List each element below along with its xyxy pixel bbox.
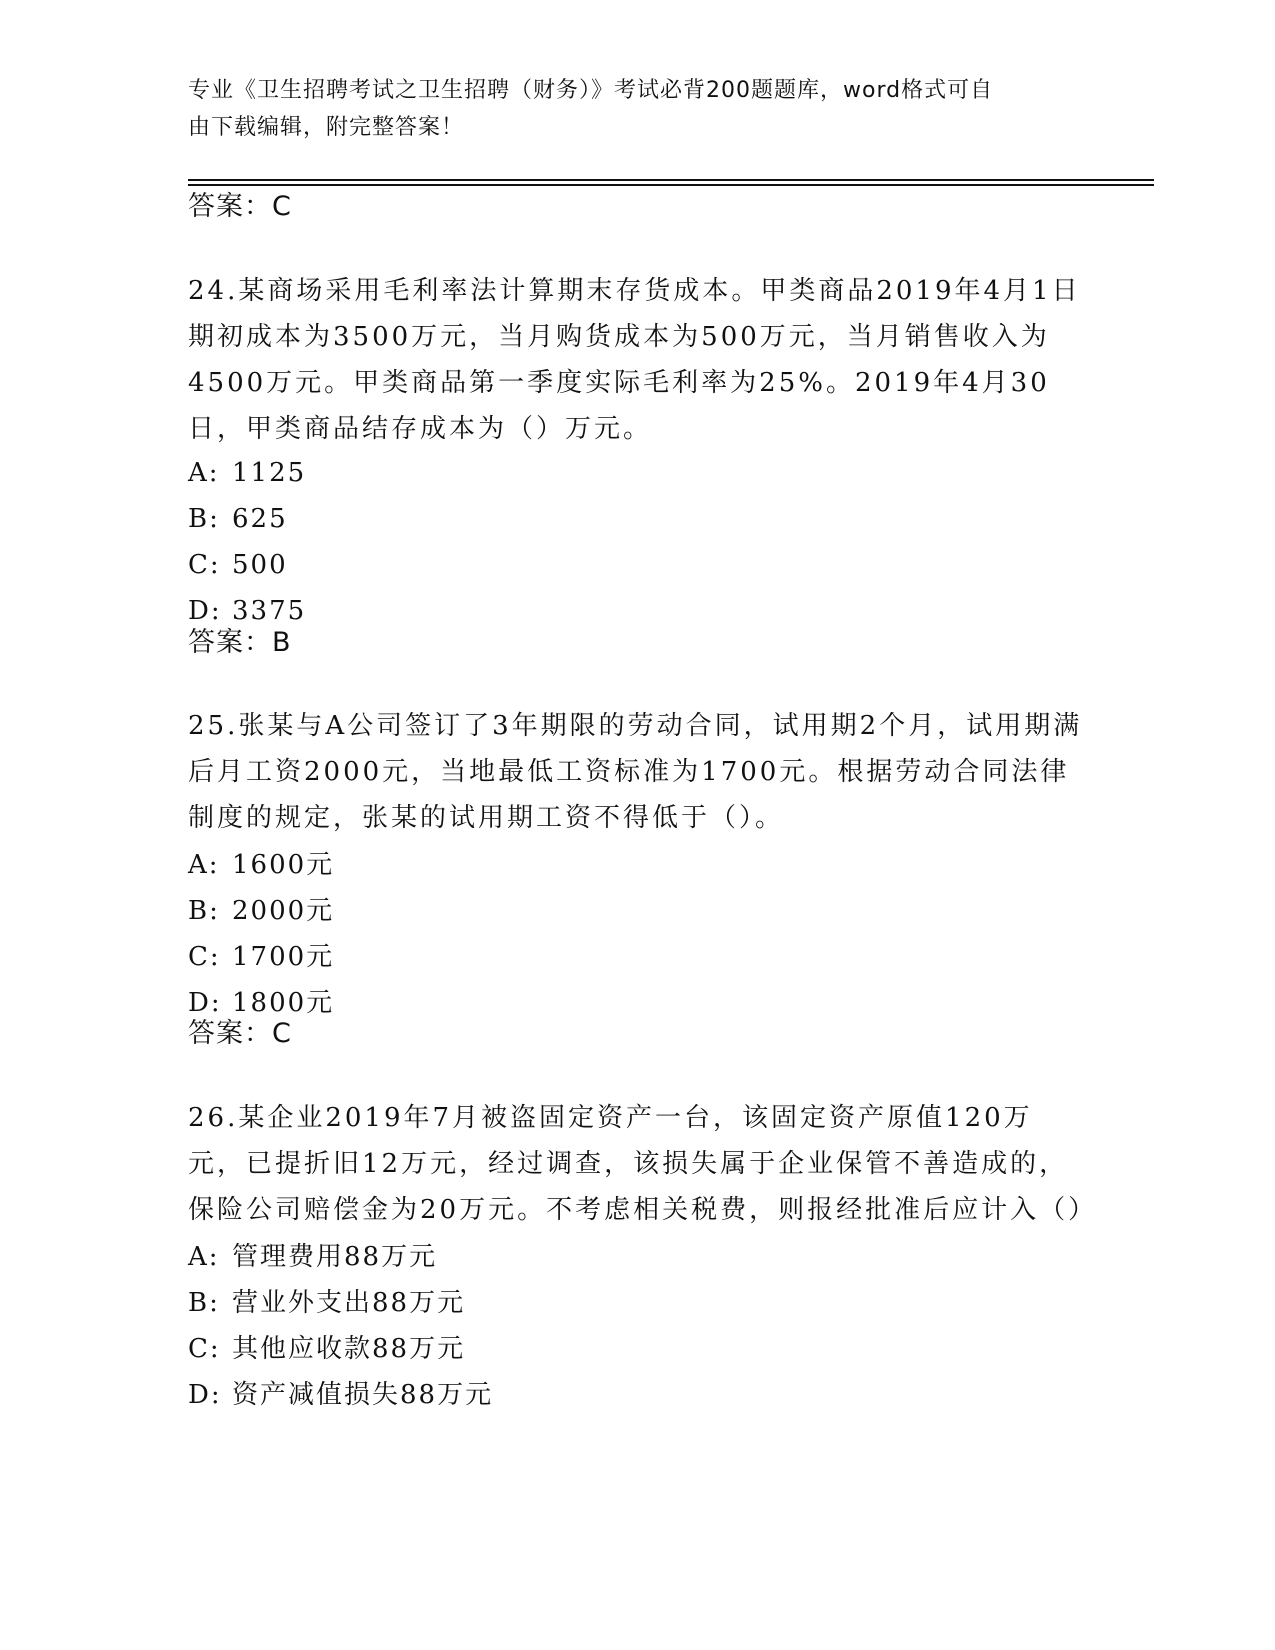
header-divider-bottom bbox=[188, 184, 1154, 186]
option-c bbox=[188, 934, 334, 980]
option-text: 管理费用88万元 bbox=[232, 1242, 438, 1272]
question-25-text: 25.张某与A公司签订了3年期限的劳动合同，试用期2个月，试用期满后月工资2000元，当地最低工资标准为1700元。根据劳动合同法律制度的规定，张某的试用期工资不得低于（）。 bbox=[188, 711, 1083, 833]
option-c bbox=[188, 1326, 493, 1372]
header-divider-top bbox=[188, 179, 1154, 181]
page-header bbox=[188, 72, 1068, 146]
option-text: 1700元 bbox=[232, 942, 335, 972]
question-25-options bbox=[188, 842, 334, 1026]
option-letter: B: bbox=[188, 896, 220, 926]
option-a bbox=[188, 842, 334, 888]
answer-23: 答案：C bbox=[188, 191, 292, 222]
option-letter: B: bbox=[188, 1288, 220, 1318]
option-letter: D: bbox=[188, 988, 222, 1018]
option-text: 资产减值损失88万元 bbox=[232, 1380, 494, 1410]
option-letter: D: bbox=[188, 1380, 222, 1410]
header-line-1: 专业《卫生招聘考试之卫生招聘（财务）》考试必背200题题库，word格式可自 bbox=[188, 78, 994, 103]
option-letter: C: bbox=[188, 942, 221, 972]
question-24-options bbox=[188, 450, 306, 634]
question-26-options bbox=[188, 1234, 493, 1418]
option-letter: C: bbox=[188, 1334, 221, 1364]
option-letter: A: bbox=[188, 458, 220, 488]
option-c bbox=[188, 542, 306, 588]
option-text: 625 bbox=[232, 504, 288, 534]
option-text: 营业外支出88万元 bbox=[232, 1288, 466, 1318]
option-text: 2000元 bbox=[232, 896, 335, 926]
option-text: 3375 bbox=[232, 596, 307, 626]
question-26-text: 26.某企业2019年7月被盗固定资产一台，该固定资产原值120万元，已提折旧12万元，经过调查，该损失属于企业保管不善造成的，保险公司赔偿金为20万元。不考虑相关税费，则报经批准后应计入（） bbox=[188, 1103, 1098, 1225]
option-text: 500 bbox=[232, 550, 288, 580]
option-letter: A: bbox=[188, 850, 220, 880]
option-text: 其他应收款88万元 bbox=[232, 1334, 466, 1364]
option-d bbox=[188, 1372, 493, 1418]
option-b bbox=[188, 496, 306, 542]
option-letter: B: bbox=[188, 504, 220, 534]
option-b bbox=[188, 1280, 493, 1326]
question-24-text: 24.某商场采用毛利率法计算期末存货成本。甲类商品2019年4月1日期初成本为3500万元，当月购货成本为500万元，当月销售收入为4500万元。甲类商品第一季度实际毛利率为25%。2019年4月30日，甲类商品结存成本为（）万元。 bbox=[188, 276, 1081, 444]
option-a bbox=[188, 1234, 493, 1280]
option-text: 1125 bbox=[232, 458, 307, 488]
option-text: 1800元 bbox=[232, 988, 335, 1018]
option-text: 1600元 bbox=[232, 850, 335, 880]
answer-25: 答案：C bbox=[188, 1018, 292, 1049]
header-line-2: 由下载编辑，附完整答案！ bbox=[188, 115, 465, 140]
option-a bbox=[188, 450, 306, 496]
option-letter: D: bbox=[188, 596, 222, 626]
answer-24: 答案：B bbox=[188, 627, 292, 658]
option-letter: A: bbox=[188, 1242, 220, 1272]
option-b bbox=[188, 888, 334, 934]
option-letter: C: bbox=[188, 550, 221, 580]
